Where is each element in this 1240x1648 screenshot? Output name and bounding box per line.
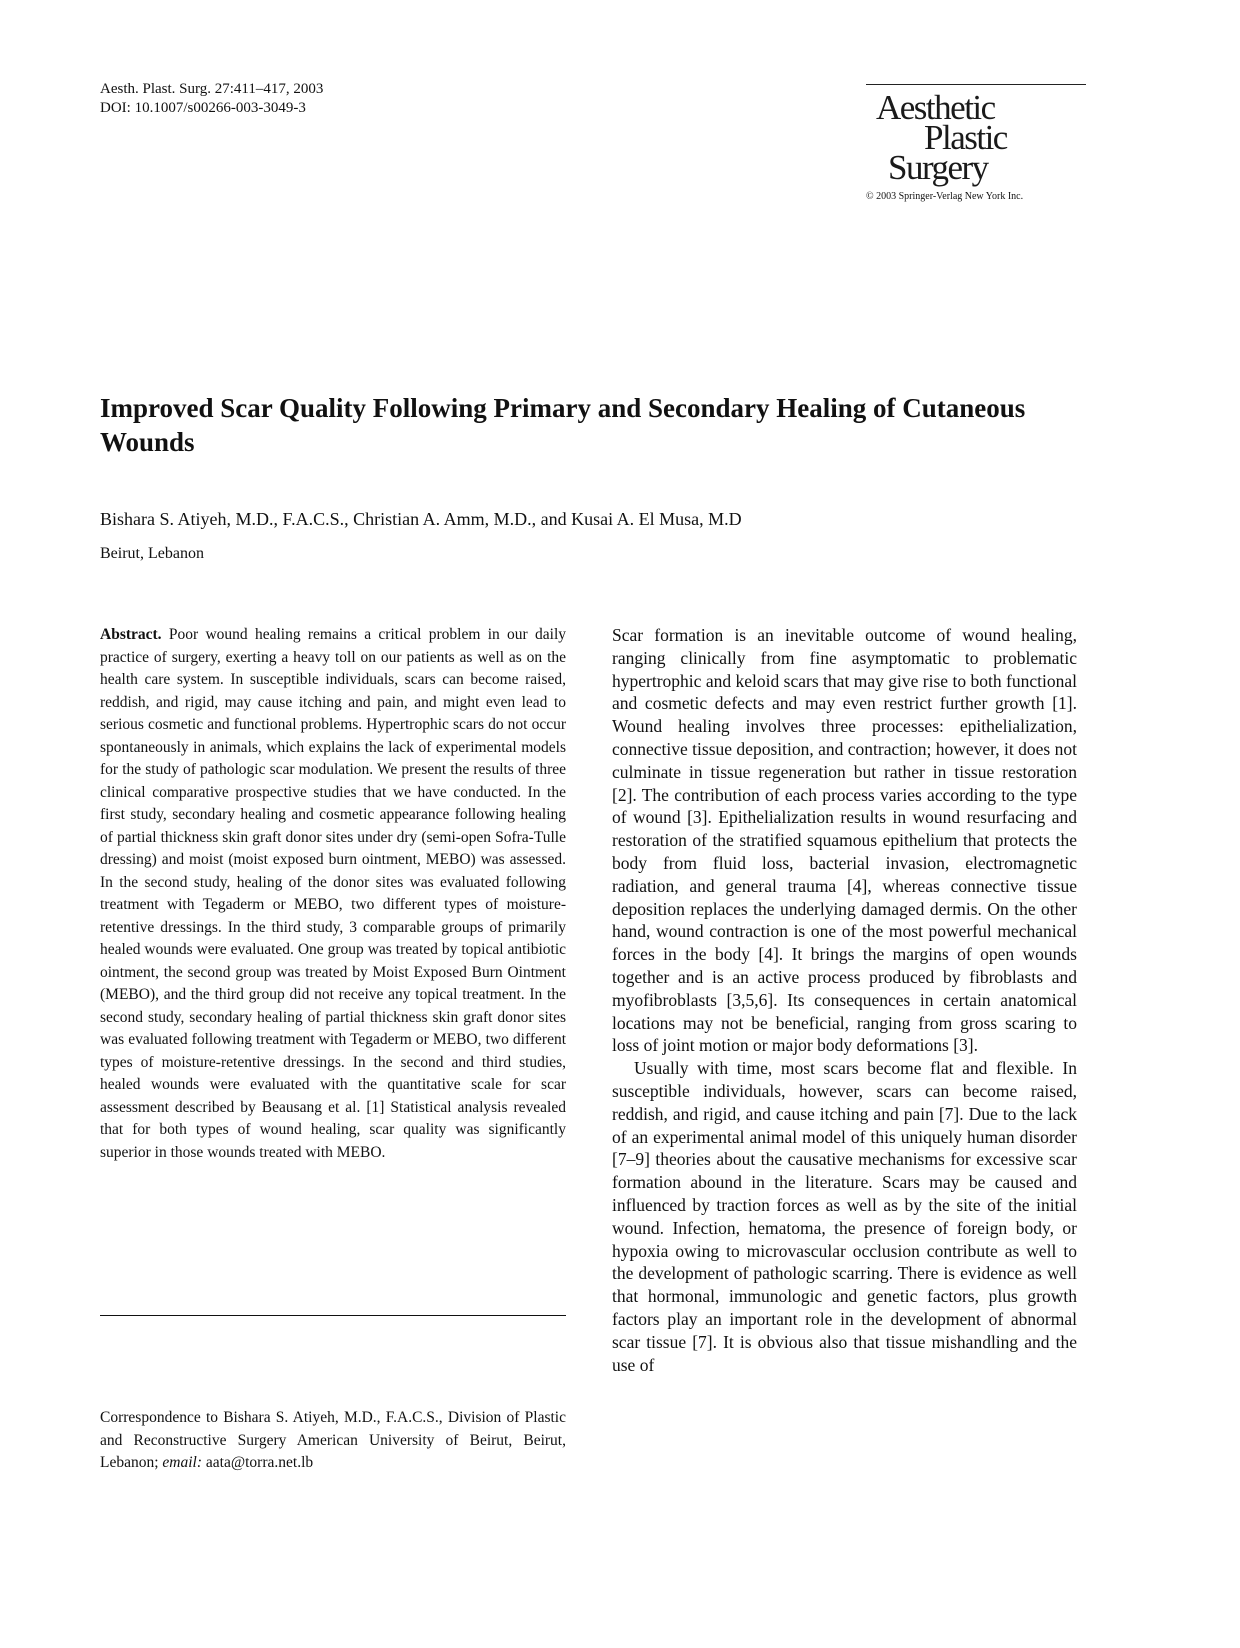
affiliation: Beirut, Lebanon	[100, 545, 204, 562]
citation: Aesth. Plast. Surg. 27:411–417, 2003	[100, 81, 324, 97]
body-column	[612, 624, 1077, 1376]
doi: DOI: 10.1007/s00266-003-3049-3	[100, 100, 306, 116]
copyright-notice: © 2003 Springer-Verlag New York Inc.	[866, 191, 1024, 202]
correspondence-text: Correspondence to Bishara S. Atiyeh, M.D., F.A.C.S., Division of Plastic and Reconstructive Surgery American University of Beirut, Beirut, Lebanon;	[100, 1409, 566, 1471]
article-title: Improved Scar Quality Following Primary and Secondary Healing of Cutaneous Wounds	[100, 393, 1026, 457]
logo-word-aesthetic: Aesthetic	[876, 88, 995, 127]
email-label: email:	[162, 1454, 203, 1471]
article-header	[100, 80, 323, 118]
logo-rule	[866, 84, 1086, 85]
correspondence-note	[100, 1407, 566, 1475]
abstract-label: Abstract.	[100, 626, 162, 643]
email-address: aata@torra.net.lb	[205, 1454, 314, 1471]
journal-logo	[866, 84, 1086, 202]
abstract	[100, 624, 566, 1164]
footnote-rule	[100, 1315, 566, 1316]
body-paragraph: Usually with time, most scars become flat and flexible. In susceptible individuals, however, scars can become raised, reddish, and rigid, and cause itching and pain [7]. Due to the lack of an experimental animal model of this uniquely human disorder [7–9] theories about the causative mechanisms for excessive scar formation abound in the literature. Scars may be caused and influenced by traction forces as well as by the site of the initial wound. Infection, hematoma, the presence of foreign body, or hypoxia owing to microvascular occlusion contribute as well to the development of pathologic scarring. There is evidence as well that hormonal, immunologic and genetic factors, plus growth factors play an important role in the development of abnormal scar tissue [7]. It is obvious also that tissue mishandling and the use of	[612, 1058, 1077, 1375]
logo-word-plastic: Plastic	[924, 118, 1007, 157]
author-list: Bishara S. Atiyeh, M.D., F.A.C.S., Christian A. Amm, M.D., and Kusai A. El Musa, M.D	[100, 509, 742, 529]
logo-word-surgery: Surgery	[888, 148, 988, 187]
abstract-text: Poor wound healing remains a critical problem in our daily practice of surgery, exerting a heavy toll on our patients as well as on the health care system. In susceptible individuals, scars can become raised, reddish, and rigid, may cause itching and pain, and might even lead to serious cosmetic and functional problems. Hypertrophic scars do not occur spontaneously in animals, which explains the lack of experimental models for the study of pathologic scar modulation. We present the results of three clinical comparative prospective studies that we have conducted. In the first study, secondary healing and cosmetic appearance following healing of partial thickness skin graft donor sites under dry (semi-open Sofra-Tulle dressing) and moist (moist exposed burn ointment, MEBO) was assessed. In the second study, healing of the donor sites was evaluated following treatment with Tegaderm or MEBO, two different types of moisture-retentive dressings. In the third study, 3 comparable groups of primarily healed wounds were evaluated. One group was treated by topical antibiotic ointment, the second group was treated by Moist Exposed Burn Ointment (MEBO), and the third group did not receive any topical treatment. In the second study, secondary healing of partial thickness skin graft donor sites was evaluated following treatment with Tegaderm or MEBO, two different types of moisture-retentive dressings. In the second and third studies, healed wounds were evaluated with the quantitative scale for scar assessment described by Beausang et al. [1] Statistical analysis revealed that for both types of wound healing, scar quality was significantly superior in those wounds treated with MEBO.	[100, 626, 567, 1161]
body-paragraph: Scar formation is an inevitable outcome of wound healing, ranging clinically from fine asymptomatic to problematic hypertrophic and keloid scars that may give rise to both functional and cosmetic defects and may even restrict further growth [1]. Wound healing involves three processes: epithelialization, connective tissue deposition, and contraction; however, it does not culminate in tissue regeneration but rather in tissue restoration [2]. The contribution of each process varies according to the type of wound [3]. Epithelialization results in wound resurfacing and restoration of the stratified squamous epithelium that protects the body from fluid loss, bacterial invasion, electromagnetic radiation, and general trauma [4], whereas connective tissue deposition replaces the underlying damaged dermis. On the other hand, wound contraction is one of the most powerful mechanical forces in the body [4]. It brings the margins of open wounds together and is an active process produced by fibroblasts and myofibroblasts [3,5,6]. Its consequences in certain anatomical locations may not be beneficial, ranging from gross scaring to loss of joint motion or major body deformations [3].	[612, 625, 1077, 1056]
